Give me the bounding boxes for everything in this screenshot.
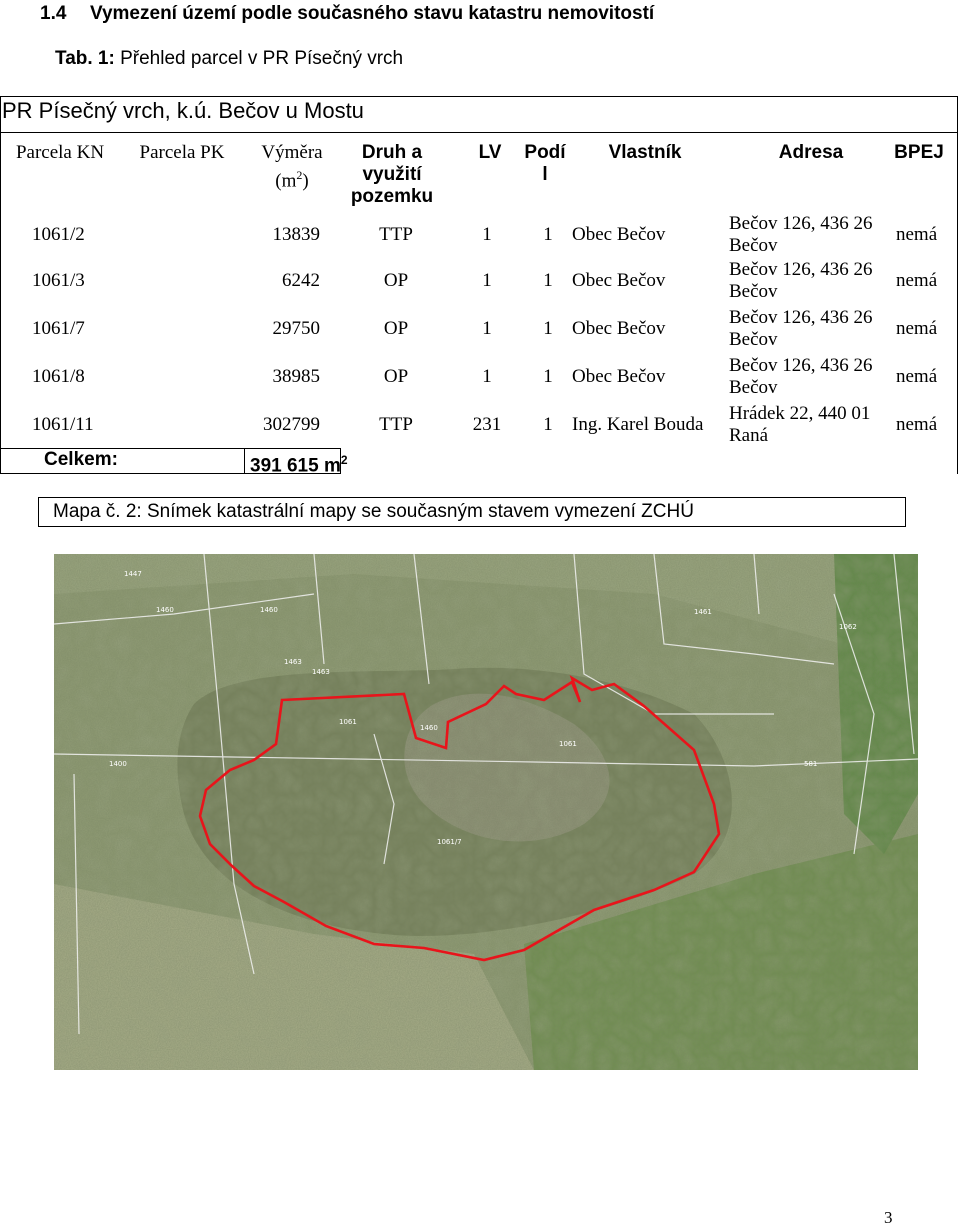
map-label: 1460 — [156, 606, 174, 614]
header-vymera-unit-close: ) — [302, 170, 309, 192]
row3-kn: 1061/7 — [32, 318, 85, 339]
row4-adresa-line2: Bečov — [729, 377, 778, 398]
row1-podil: 1 — [543, 224, 553, 245]
map-caption-box — [38, 497, 906, 527]
header-parcela-pk: Parcela PK — [139, 142, 225, 163]
total-label: Celkem: — [44, 449, 118, 470]
header-bpej: BPEJ — [894, 142, 944, 163]
row4-bpej: nemá — [896, 366, 938, 387]
table-title: PR Písečný vrch, k.ú. Bečov u Mostu — [2, 98, 364, 123]
row1-vlastnik: Obec Bečov — [572, 224, 666, 245]
header-adresa: Adresa — [778, 142, 844, 163]
header-druh-line3: pozemku — [350, 186, 434, 207]
header-podil-line1: Podí — [524, 142, 566, 163]
row5-kn: 1061/11 — [32, 414, 94, 435]
row3-vymera: 29750 — [272, 318, 320, 339]
header-vymera-line1: Výměra — [261, 142, 323, 163]
row3-lv: 1 — [482, 318, 492, 339]
total-value-sup: 2 — [340, 453, 348, 467]
total-value-number: 391 615 m — [250, 455, 341, 477]
row2-adresa — [729, 259, 873, 303]
row3-bpej: nemá — [896, 318, 938, 339]
row3-adresa-line1: Bečov 126, 436 26 — [729, 307, 873, 328]
row1-adresa-line2: Bečov — [729, 235, 778, 256]
row2-kn: 1061/3 — [32, 270, 85, 291]
map-label: 1061/7 — [437, 838, 462, 846]
header-druh-line1: Druh a — [361, 142, 423, 163]
row3-vlastnik: Obec Bečov — [572, 318, 666, 339]
row5-druh: TTP — [379, 414, 413, 435]
row2-vymera: 6242 — [282, 270, 320, 291]
map-caption: Mapa č. 2: Snímek katastrální mapy se současným stavem vymezení ZCHÚ — [53, 501, 694, 522]
row4-adresa — [729, 355, 873, 399]
row4-kn: 1061/8 — [32, 366, 85, 387]
row3-adresa — [729, 307, 873, 351]
row1-druh: TTP — [379, 224, 413, 245]
row1-adresa — [729, 213, 873, 257]
row1-kn: 1061/2 — [32, 224, 85, 245]
map-label: 1463 — [312, 668, 330, 676]
row2-bpej: nemá — [896, 270, 938, 291]
row5-podil: 1 — [543, 414, 553, 435]
map-label: 1400 — [109, 760, 127, 768]
row5-adresa-line2: Raná — [729, 425, 769, 446]
row1-adresa-line1: Bečov 126, 436 26 — [729, 213, 873, 234]
row5-lv: 231 — [472, 414, 502, 435]
page-number: 3 — [884, 1208, 893, 1227]
row5-vlastnik: Ing. Karel Bouda — [572, 414, 704, 435]
section-number: 1.4 — [40, 3, 67, 24]
header-vymera-unit-open: (m — [275, 170, 297, 192]
table-caption — [55, 48, 403, 70]
header-lv: LV — [478, 142, 502, 163]
section-heading — [40, 3, 654, 25]
header-podil-line2: l — [542, 164, 548, 185]
map-label: 1061 — [559, 740, 577, 748]
row4-podil: 1 — [543, 366, 553, 387]
row1-lv: 1 — [482, 224, 492, 245]
map-label: 581 — [804, 760, 818, 768]
row3-podil: 1 — [543, 318, 553, 339]
header-vlastnik: Vlastník — [608, 142, 682, 163]
map-label: 1460 — [260, 606, 278, 614]
row1-vymera: 13839 — [272, 224, 320, 245]
row5-vymera: 302799 — [263, 414, 320, 435]
row2-vlastnik: Obec Bečov — [572, 270, 666, 291]
map-label: 1461 — [694, 608, 712, 616]
row2-adresa-line2: Bečov — [729, 281, 778, 302]
row4-vlastnik: Obec Bečov — [572, 366, 666, 387]
header-druh — [342, 142, 442, 208]
map-label: 1460 — [420, 724, 438, 732]
row3-druh: OP — [383, 318, 409, 339]
map-label: 1062 — [839, 623, 857, 631]
header-druh-line2: využití — [362, 164, 422, 185]
map-label: 1447 — [124, 570, 142, 578]
row2-podil: 1 — [543, 270, 553, 291]
row4-vymera: 38985 — [272, 366, 320, 387]
row4-druh: OP — [383, 366, 409, 387]
row4-lv: 1 — [482, 366, 492, 387]
row4-adresa-line1: Bečov 126, 436 26 — [729, 355, 873, 376]
parcel-table — [0, 96, 958, 477]
map-label: 1061 — [339, 718, 357, 726]
header-podil — [522, 142, 568, 186]
row1-bpej: nemá — [896, 224, 938, 245]
header-vymera — [246, 142, 338, 192]
vegetation-texture — [54, 554, 918, 1070]
row2-druh: OP — [383, 270, 409, 291]
row5-bpej: nemá — [896, 414, 938, 435]
table-caption-label: Tab. 1: — [55, 48, 115, 69]
total-value — [250, 449, 348, 477]
row2-adresa-line1: Bečov 126, 436 26 — [729, 259, 873, 280]
map-label: 1463 — [284, 658, 302, 666]
header-parcela-kn: Parcela KN — [15, 142, 105, 163]
row2-lv: 1 — [482, 270, 492, 291]
table-caption-text: Přehled parcel v PR Písečný vrch — [120, 48, 404, 69]
cadastral-aerial-map — [54, 554, 918, 1070]
row5-adresa-line1: Hrádek 22, 440 01 — [729, 403, 871, 424]
section-title: Vymezení území podle současného stavu katastru nemovitostí — [90, 3, 655, 24]
row3-adresa-line2: Bečov — [729, 329, 778, 350]
header-vymera-sup: 2 — [296, 168, 303, 182]
row5-adresa — [729, 403, 870, 447]
